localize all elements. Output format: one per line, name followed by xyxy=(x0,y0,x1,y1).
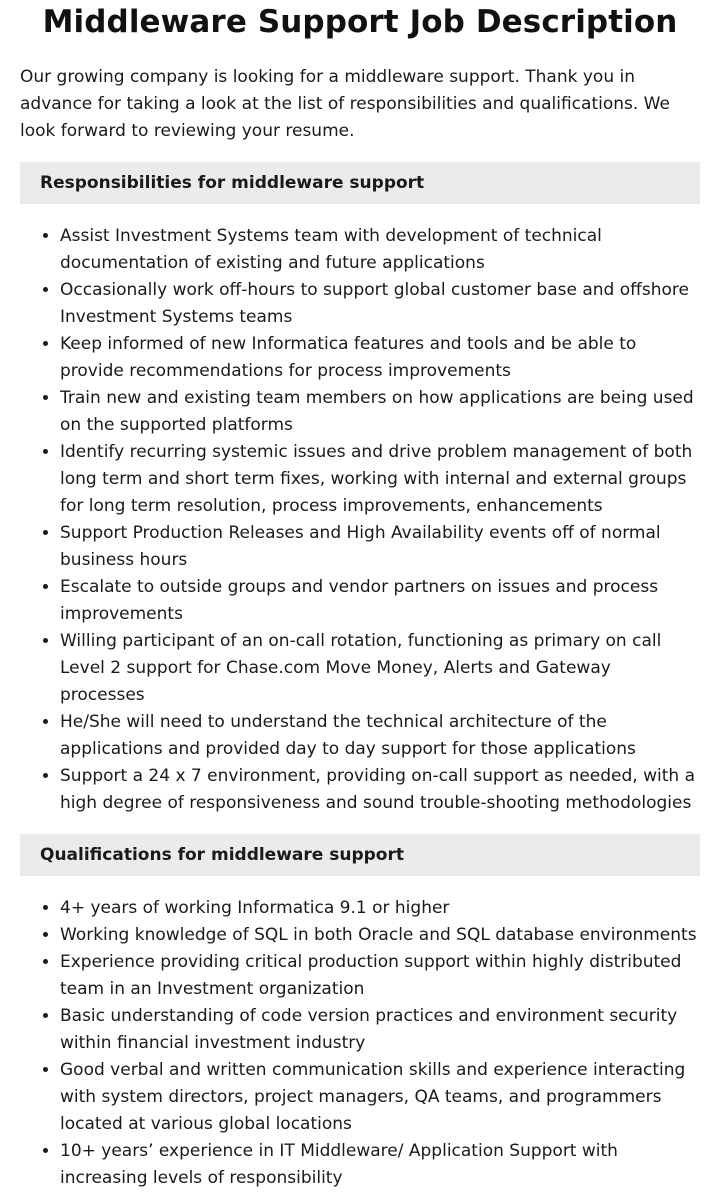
list-item: • Assist Investment Systems team with development of technical documentation of existing and future applications xyxy=(60,223,700,277)
intro-paragraph: Our growing company is looking for a middleware support. Thank you in advance for taking a look at the list of responsibilities and qualifications. We look forward to reviewing your resume. xyxy=(20,67,670,141)
qualifications-list xyxy=(20,895,700,1192)
list-item: • Escalate to outside groups and vendor partners on issues and process improvements xyxy=(60,574,700,628)
page-title: Middleware Support Job Description xyxy=(42,4,678,40)
list-item: • He/She will need to understand the technical architecture of the applications and provided day to day support for those applications xyxy=(60,709,700,763)
list-item: • Occasionally work off-hours to support global customer base and offshore Investment Systems teams xyxy=(60,277,700,331)
responsibilities-list xyxy=(20,223,700,817)
list-item: • Good verbal and written communication skills and experience interacting with system directors, project managers, QA teams, and programmers located at various global locations xyxy=(60,1057,700,1138)
list-item: • Train new and existing team members on how applications are being used on the supported platforms xyxy=(60,385,700,439)
list-item: • Support a 24 x 7 environment, providing on-call support as needed, with a high degree of responsiveness and sound trouble-shooting methodologies xyxy=(60,763,700,817)
list-item: • 4+ years of working Informatica 9.1 or higher xyxy=(60,895,700,922)
list-item: • Working knowledge of SQL in both Oracle and SQL database environments xyxy=(60,922,700,949)
list-item: • Experience providing critical production support within highly distributed team in an Investment organization xyxy=(60,949,700,1003)
list-item: • Keep informed of new Informatica features and tools and be able to provide recommendations for process improvements xyxy=(60,331,700,385)
list-item: • Willing participant of an on-call rotation, functioning as primary on call Level 2 support for Chase.com Move Money, Alerts and Gateway processes xyxy=(60,628,700,709)
qualifications-heading: Qualifications for middleware support xyxy=(20,834,700,876)
list-item: • Identify recurring systemic issues and drive problem management of both long term and short term fixes, working with internal and external groups for long term resolution, process improvements, enhancements xyxy=(60,439,700,520)
list-item: • 10+ years’ experience in IT Middleware/ Application Support with increasing levels of responsibility xyxy=(60,1138,700,1192)
list-item: • Basic understanding of code version practices and environment security within financial investment industry xyxy=(60,1003,700,1057)
responsibilities-heading: Responsibilities for middleware support xyxy=(20,162,700,204)
list-item: • Support Production Releases and High Availability events off of normal business hours xyxy=(60,520,700,574)
